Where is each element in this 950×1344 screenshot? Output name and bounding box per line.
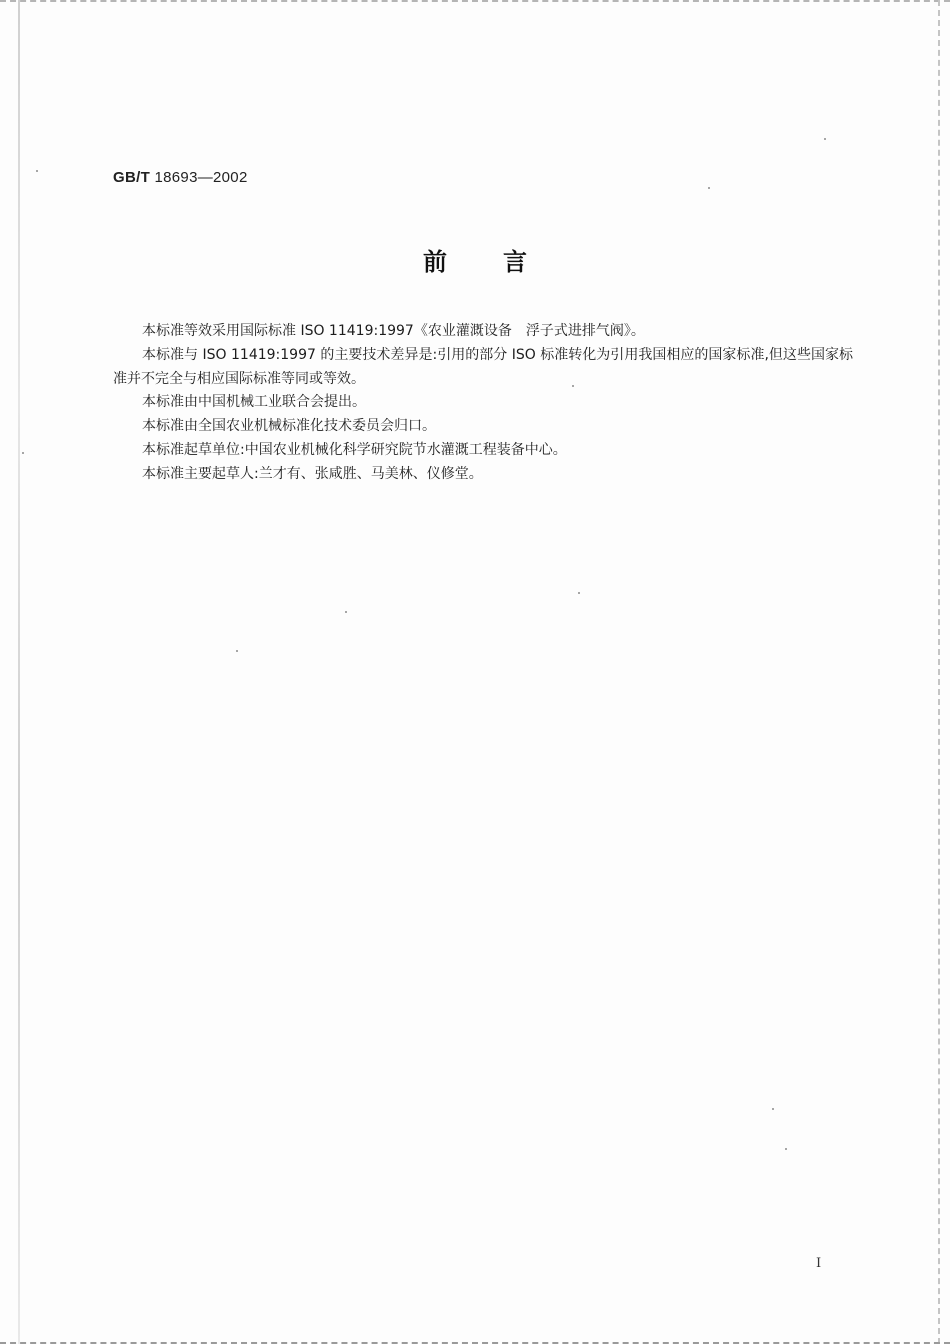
scan-speck <box>236 650 238 652</box>
paragraph-drafters: 本标准主要起草人:兰才有、张咸胜、马美林、仪修堂。 <box>142 465 483 482</box>
scan-edge-left <box>18 0 20 1344</box>
scan-speck <box>22 452 24 454</box>
paragraph-technical-differences: 本标准与 ISO 11419:1997 的主要技术差异是:引用的部分 ISO 标准转化为引用我国相应的国家标准,但这些国家标准并不完全与相应国际标准等同或等效。 <box>113 346 853 387</box>
paragraph-proposed-by: 本标准由中国机械工业联合会提出。 <box>142 394 366 411</box>
scan-speck <box>772 1108 774 1110</box>
standard-code <box>113 169 248 186</box>
scan-edge-bottom <box>0 1336 950 1344</box>
scan-edge-right <box>938 0 943 1344</box>
scan-speck <box>36 170 38 172</box>
scan-speck <box>345 611 347 613</box>
foreword-title: 前言 <box>423 248 583 276</box>
standard-code-number: 18693—2002 <box>154 169 248 186</box>
paragraph-centralized-by: 本标准由全国农业机械标准化技术委员会归口。 <box>142 418 436 435</box>
scan-speck <box>824 138 826 140</box>
standard-code-prefix: GB/T <box>113 169 151 186</box>
scan-edge-top <box>0 0 950 6</box>
paragraph-equivalence: 本标准等效采用国际标准 ISO 11419:1997《农业灌溉设备 浮子式进排气阀》。 <box>142 323 645 339</box>
page-number: I <box>816 1256 822 1271</box>
scan-speck <box>708 187 710 189</box>
scan-speck <box>578 592 580 594</box>
foreword-body <box>113 320 853 487</box>
scan-speck <box>785 1148 787 1150</box>
paragraph-drafting-unit: 本标准起草单位:中国农业机械化科学研究院节水灌溉工程装备中心。 <box>142 441 567 458</box>
